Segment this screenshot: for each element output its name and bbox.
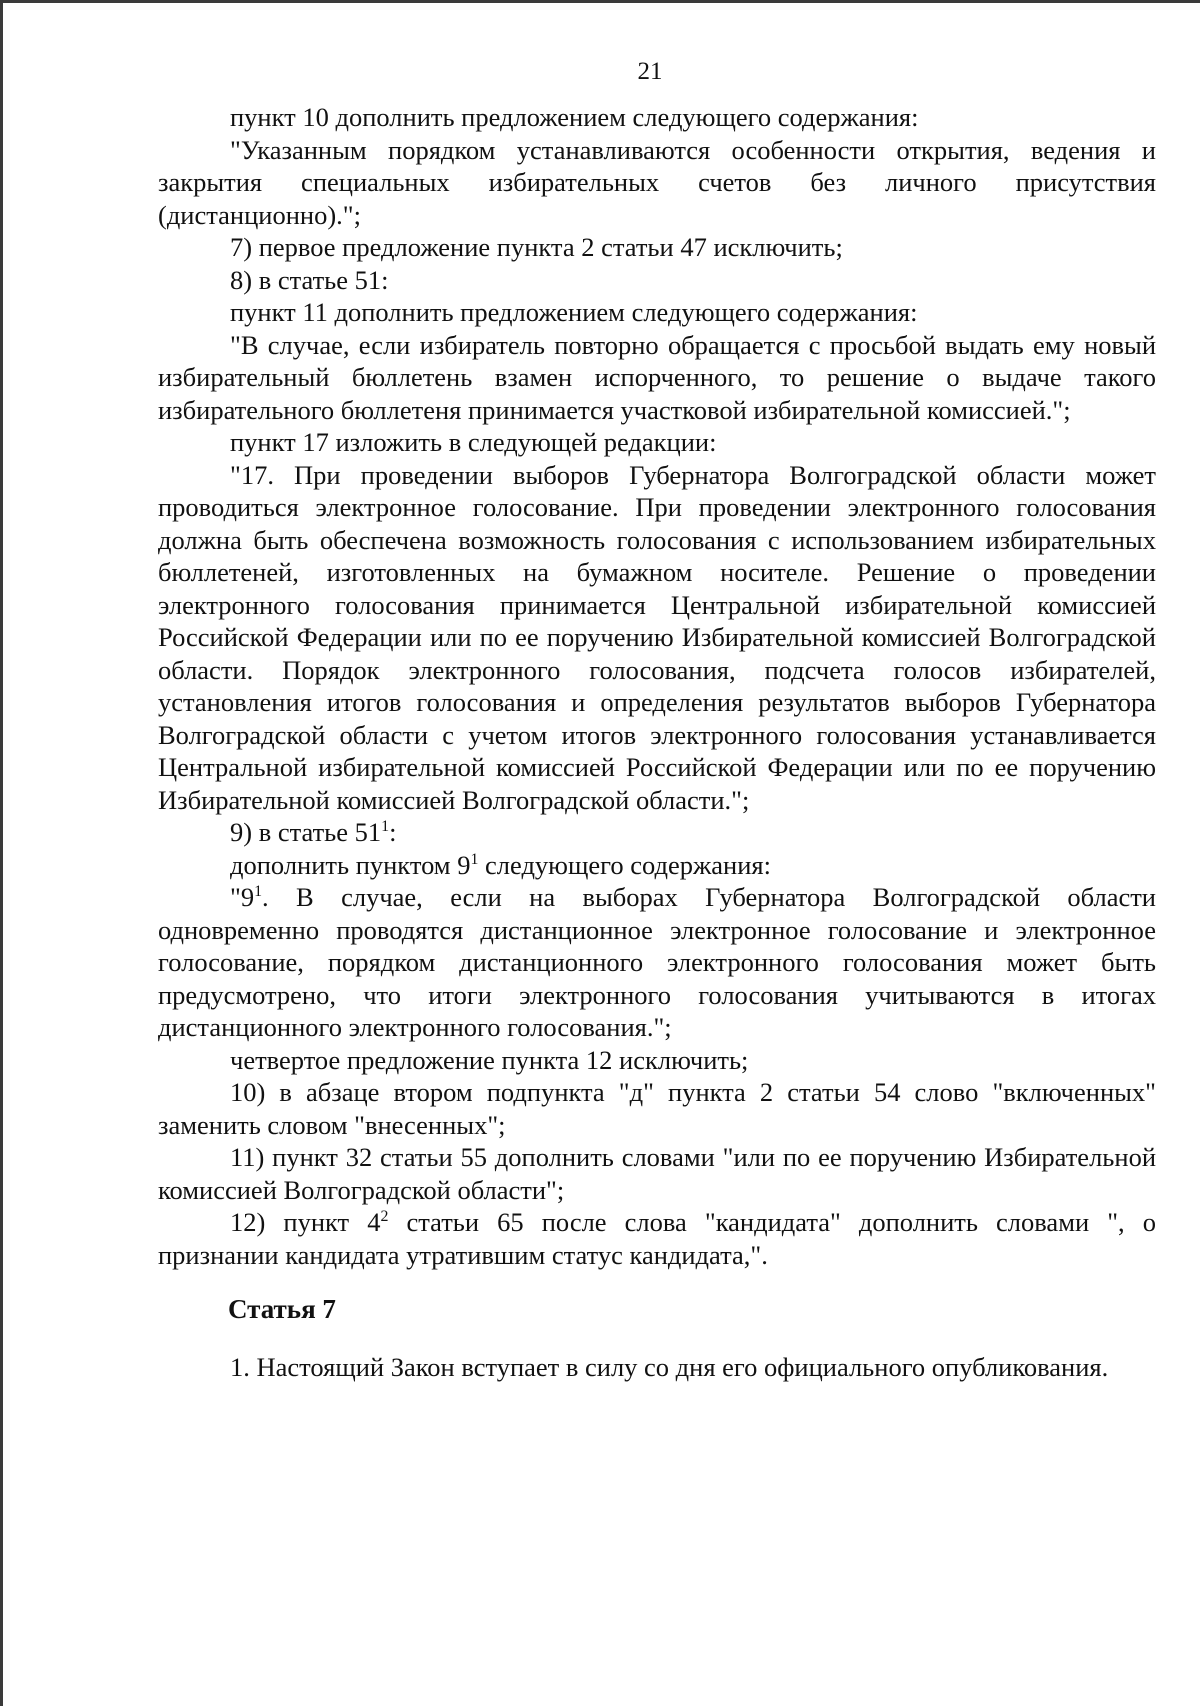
paragraph: 7) первое предложение пункта 2 статьи 47 исключить; [230,232,843,262]
article-title: Статья 7 [228,1294,336,1324]
text-run: следующего содержания: [478,849,771,880]
paragraph-item-9-text [158,881,1156,1044]
paragraph: пункт 11 дополнить предложением следующего содержания: [230,297,918,327]
document-body [158,101,1156,1384]
paragraph: 10) в абзаце втором подпункта "д" пункта 2 статьи 54 слово "включенных" заменить словом "внесенных"; [158,1077,1156,1140]
page-left-edge [0,0,3,1706]
paragraph: "Указанным порядком устанавливаются особенности открытия, ведения и закрытия специальных избирательных счетов без личного присутствия (дистанционно)."; [158,134,1156,230]
text-run: дополнить пунктом 9 [230,849,471,880]
paragraph: 8) в статье 51: [230,264,389,295]
paragraph: пункт 17 изложить в следующей редакции: [230,427,717,457]
paragraph: 11) пункт 32 статьи 55 дополнить словами "или по ее поручению Избирательной комиссией Волгоградской области"; [158,1142,1156,1205]
paragraph-item-9 [158,816,1156,849]
text-run: "9 [230,882,255,912]
superscript: 1 [254,883,263,901]
paragraph-item-9-add [158,849,1156,882]
text-run: . В случае, если на выборах Губернатора Волгоградской области одновременно проводятся дистанционное электронное голосование и электронное голосование, порядком дистанционного электронного голосования может быть предусмотрено, что итоги электронного голосования учитываются в итогах дистанционного электронного голосования."; [158,882,1156,1042]
text-run: 9) в статье 51 [230,817,382,847]
paragraph: пункт 10 дополнить предложением следующего содержания: [230,102,919,132]
superscript: 1 [381,818,390,836]
superscript: 1 [470,850,479,868]
paragraph-item-12 [158,1206,1156,1271]
page-number: 21 [637,58,663,85]
text-run: 12) пункт 4 [230,1207,381,1237]
text-run: статьи 65 после слова "кандидата" дополнить словами ", о признании кандидата утратившим статус кандидата,". [158,1207,1156,1270]
superscript: 2 [380,1208,389,1226]
paragraph: "В случае, если избиратель повторно обращается с просьбой выдать ему новый избирательный бюллетень взамен испорченного, то решение о выдаче такого избирательного бюллетеня принимается участковой избирательной комиссией."; [158,329,1156,425]
paragraph: четвертое предложение пункта 12 исключить; [230,1044,749,1075]
page-top-edge [0,0,1200,3]
paragraph: "17. При проведении выборов Губернатора Волгоградской области может проводиться электронное голосование. При проведении электронного голосования должна быть обеспечена возможность голосования с использованием избирательных бюллетеней, изготовленных на бумажном носителе. Решение о проведении электронного голосования принимается Центральной избирательной комиссией Российской Федерации или по ее поручению Избирательной комиссией Волгоградской области. Порядок электронного голосования, подсчета голосов избирателей, установления итогов голосования и определения результатов выборов Губернатора Волгоградской области с учетом итогов электронного голосования устанавливается Центральной избирательной комиссией Российской Федерации или по ее поручению Избирательной комиссией Волгоградской области."; [158,459,1156,815]
text-run: : [389,817,397,847]
article-paragraph: 1. Настоящий Закон вступает в силу со дня его официального опубликования. [230,1352,1109,1382]
